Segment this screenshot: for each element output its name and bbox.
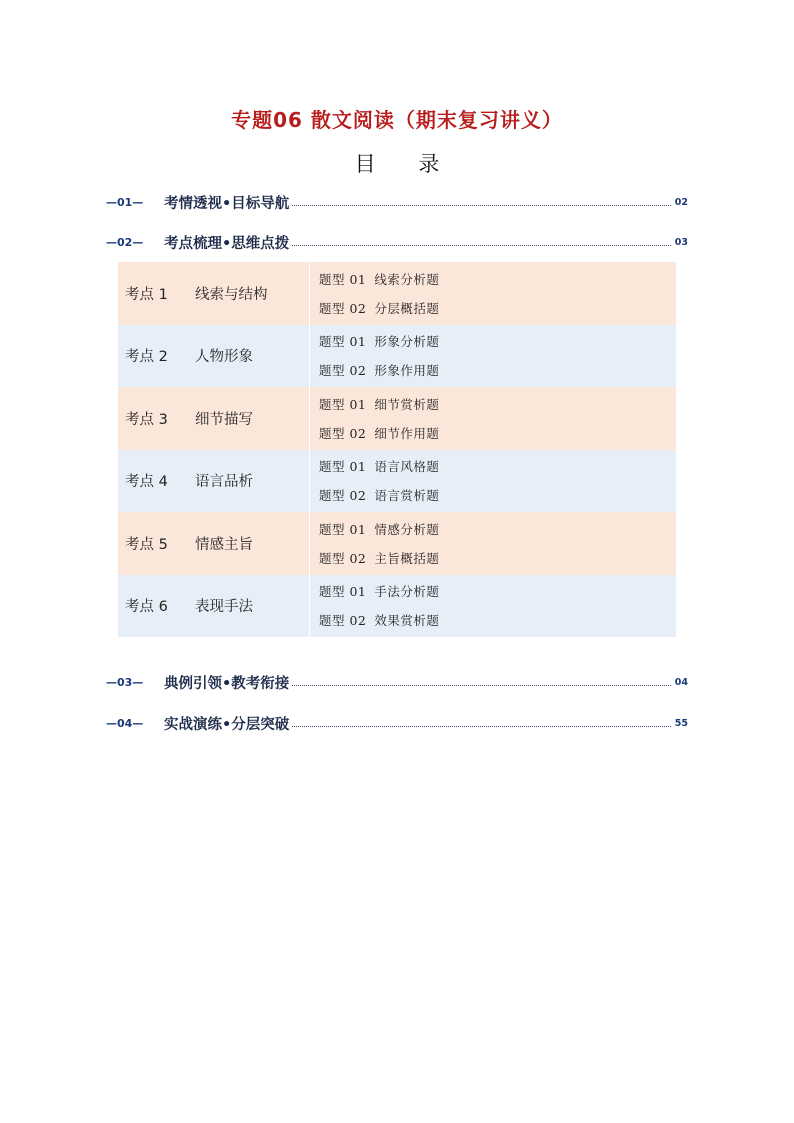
toc-entry-03[interactable] (106, 672, 688, 692)
exam-point-cell (118, 325, 310, 388)
toc-entry-number: —02— (106, 235, 144, 249)
question-type-text: 语言风格题 (374, 459, 440, 475)
dot-leader (292, 726, 671, 727)
exam-point-name: 细节描写 (195, 411, 253, 428)
exam-point-row (118, 575, 676, 638)
toc-entry-number: —01— (106, 195, 144, 209)
toc-entry-01[interactable] (106, 192, 688, 212)
question-type-tag: 题型 01 (319, 459, 367, 475)
question-type-text: 形象作用题 (374, 363, 440, 379)
question-type-text: 效果赏析题 (374, 613, 440, 629)
question-type-text: 细节作用题 (374, 425, 440, 441)
question-type-item[interactable] (319, 395, 676, 413)
toc-entry-page: 04 (674, 676, 688, 688)
question-type-text: 情感分析题 (374, 521, 440, 537)
exam-point-name: 语言品析 (195, 474, 253, 491)
question-type-item[interactable] (319, 361, 676, 379)
question-type-item[interactable] (319, 582, 676, 600)
exam-point-label: 考点 2 (125, 349, 168, 366)
question-type-item[interactable] (319, 457, 676, 475)
toc-entry-title: 考情透视•目标导航 (164, 195, 290, 212)
question-type-text: 主旨概括题 (374, 550, 440, 566)
toc-entry-title: 实战演练•分层突破 (164, 716, 290, 733)
question-type-tag: 题型 01 (319, 396, 367, 412)
question-type-text: 手法分析题 (374, 584, 440, 600)
exam-point-row (118, 450, 676, 513)
exam-point-label: 考点 3 (125, 411, 168, 428)
question-type-item[interactable] (319, 424, 676, 442)
question-type-item[interactable] (319, 299, 676, 317)
question-type-tag: 题型 02 (319, 613, 367, 629)
question-type-item[interactable] (319, 332, 676, 350)
question-type-text: 线索分析题 (374, 271, 440, 287)
exam-point-label: 考点 6 (125, 599, 168, 616)
document-title: 专题06 散文阅读（期末复习讲义） (231, 108, 563, 132)
question-type-list (310, 387, 676, 450)
exam-point-name: 人物形象 (195, 349, 253, 366)
dot-leader (292, 245, 671, 246)
question-type-tag: 题型 01 (319, 521, 367, 537)
toc-heading: 目 录 (354, 152, 458, 176)
dot-leader (292, 685, 671, 686)
question-type-list (310, 512, 676, 575)
question-type-list (310, 450, 676, 513)
exam-point-cell (118, 575, 310, 638)
question-type-tag: 题型 02 (319, 425, 367, 441)
exam-point-name: 表现手法 (195, 599, 253, 616)
question-type-tag: 题型 01 (319, 271, 367, 287)
toc-entry-page: 55 (674, 717, 688, 729)
exam-points-table (118, 262, 676, 637)
question-type-list (310, 262, 676, 325)
question-type-text: 形象分析题 (374, 334, 440, 350)
exam-point-row (118, 387, 676, 450)
exam-point-name: 情感主旨 (195, 536, 253, 553)
toc-entry-page: 03 (674, 236, 688, 248)
question-type-tag: 题型 02 (319, 300, 367, 316)
question-type-tag: 题型 01 (319, 334, 367, 350)
question-type-list (310, 325, 676, 388)
question-type-item[interactable] (319, 270, 676, 288)
toc-entry-number: —04— (106, 716, 144, 730)
toc-entry-title: 典例引领•教考衔接 (164, 675, 290, 692)
toc-entry-page: 02 (674, 196, 688, 208)
toc-entry-02[interactable] (106, 232, 688, 252)
question-type-tag: 题型 02 (319, 488, 367, 504)
exam-point-name: 线索与结构 (195, 286, 268, 303)
question-type-list (310, 575, 676, 638)
exam-point-label: 考点 1 (125, 286, 168, 303)
question-type-tag: 题型 02 (319, 550, 367, 566)
question-type-text: 语言赏析题 (374, 488, 440, 504)
exam-point-label: 考点 4 (125, 474, 168, 491)
question-type-text: 细节赏析题 (374, 396, 440, 412)
exam-point-cell (118, 262, 310, 325)
question-type-text: 分层概括题 (374, 300, 440, 316)
toc-entry-title: 考点梳理•思维点拨 (164, 235, 290, 252)
exam-point-cell (118, 387, 310, 450)
exam-point-cell (118, 450, 310, 513)
exam-point-row (118, 262, 676, 325)
exam-point-row (118, 512, 676, 575)
exam-point-label: 考点 5 (125, 536, 168, 553)
question-type-tag: 题型 02 (319, 363, 367, 379)
toc-entry-number: —03— (106, 675, 144, 689)
exam-point-row (118, 325, 676, 388)
question-type-item[interactable] (319, 486, 676, 504)
question-type-tag: 题型 01 (319, 584, 367, 600)
question-type-item[interactable] (319, 549, 676, 567)
question-type-item[interactable] (319, 611, 676, 629)
toc-entry-04[interactable] (106, 713, 688, 733)
question-type-item[interactable] (319, 520, 676, 538)
exam-point-cell (118, 512, 310, 575)
dot-leader (292, 205, 671, 206)
